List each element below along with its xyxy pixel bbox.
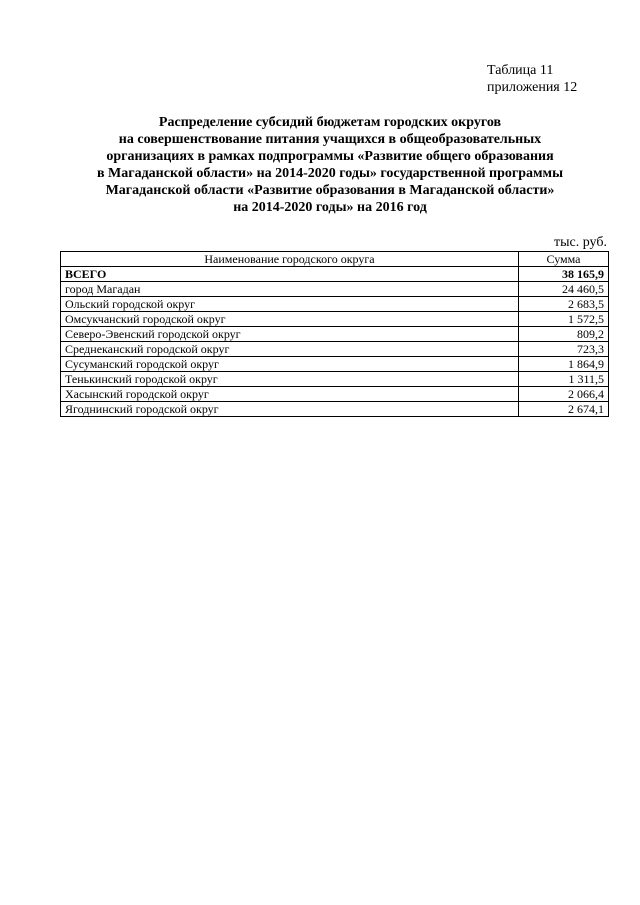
column-header-sum: Сумма [519,252,609,267]
table-row [61,282,609,297]
district-sum: 2 066,4 [519,387,609,402]
table-number: Таблица 11 [487,63,554,78]
district-name: Ольский городской округ [61,297,519,312]
total-row [61,267,609,282]
table-row [61,312,609,327]
table-row [61,372,609,387]
district-name: Ягоднинский городской округ [61,402,519,417]
district-name: Хасынский городской округ [61,387,519,402]
title-line: на совершенствование питания учащихся в общеобразовательных [118,132,542,147]
title-line: на 2014-2020 годы» на 2016 год [233,200,427,215]
subsidy-table [60,251,609,417]
district-sum: 809,2 [519,327,609,342]
title-line: в Магаданской области» на 2014-2020 годы» государственной программы [96,166,564,181]
district-name: Омсукчанский городской округ [61,312,519,327]
title-line: Магаданской области «Развитие образования в Магаданской области» [105,183,555,198]
district-name: Сусуманский городской округ [61,357,519,372]
table-row [61,402,609,417]
district-sum: 1 311,5 [519,372,609,387]
district-sum: 2 683,5 [519,297,609,312]
table-reference [487,62,577,96]
total-label: ВСЕГО [61,267,519,282]
title-line: Распределение субсидий бюджетам городских округов [158,115,502,130]
table-header-row [61,252,609,267]
table-row [61,357,609,372]
total-sum: 38 165,9 [519,267,609,282]
district-sum: 2 674,1 [519,402,609,417]
document-title [40,114,620,216]
table-row [61,327,609,342]
district-sum: 1 864,9 [519,357,609,372]
table-row [61,387,609,402]
units-label: тыс. руб. [554,235,607,250]
table-row [61,297,609,312]
appendix-number: приложения 12 [487,80,578,95]
district-sum: 1 572,5 [519,312,609,327]
district-name: Северо-Эвенский городской округ [61,327,519,342]
district-name: Среднеканский городской округ [61,342,519,357]
column-header-name: Наименование городского округа [61,252,519,267]
district-sum: 723,3 [519,342,609,357]
district-name: город Магадан [61,282,519,297]
district-sum: 24 460,5 [519,282,609,297]
district-name: Тенькинский городской округ [61,372,519,387]
table-row [61,342,609,357]
title-line: организациях в рамках подпрограммы «Развитие общего образования [106,149,554,164]
